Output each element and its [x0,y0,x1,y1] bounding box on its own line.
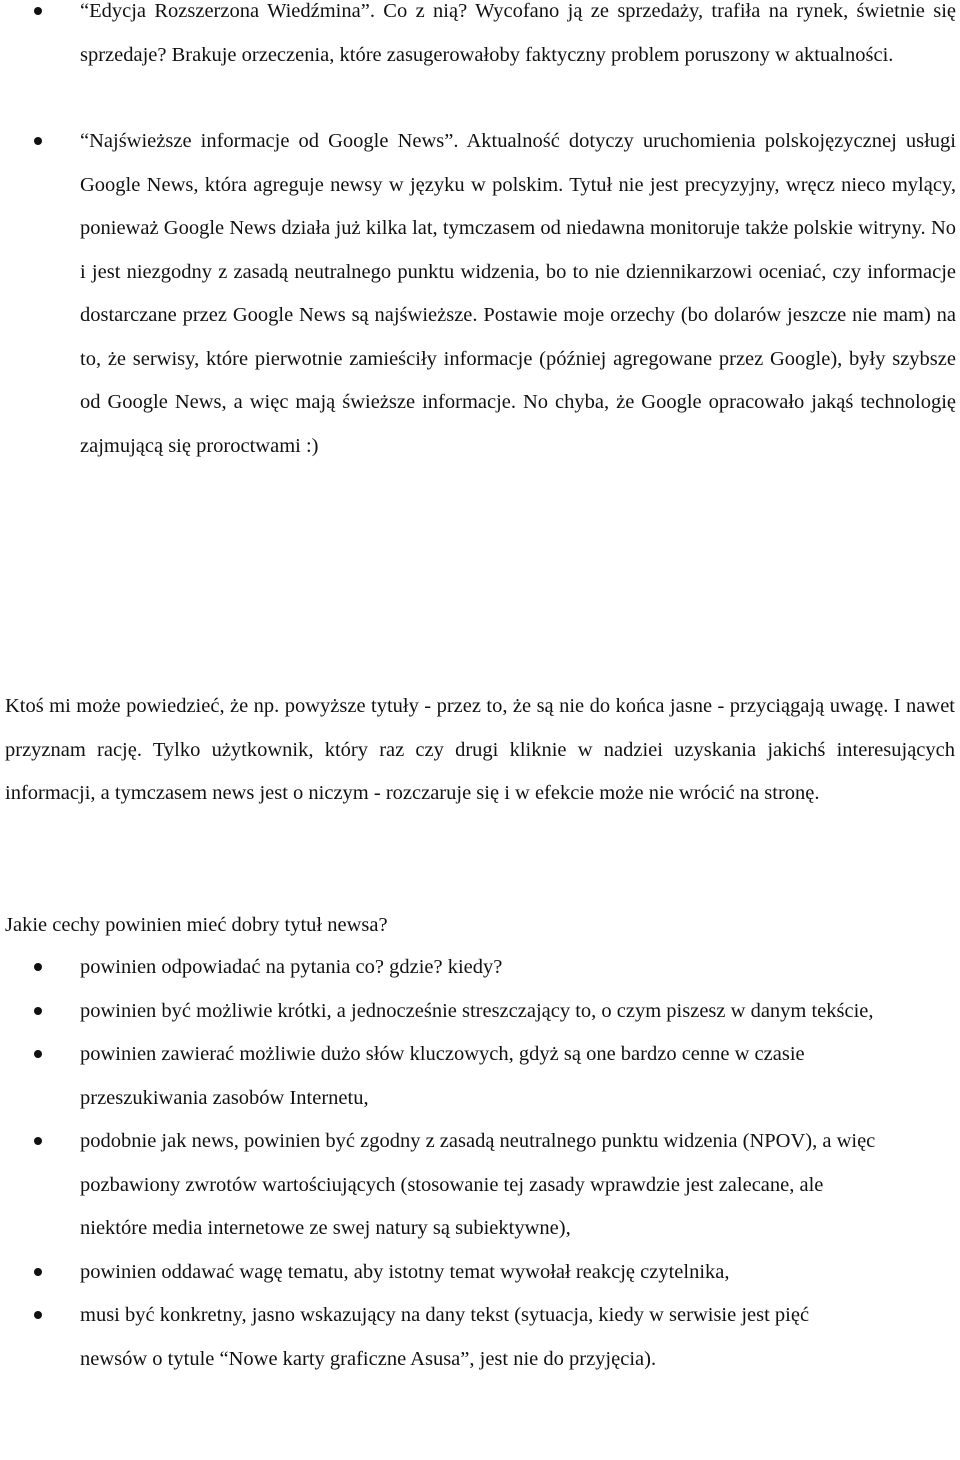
features-list [0,946,880,1381]
list-item-text: musi być konkretny, jasno wskazujący na dany tekst (sytuacja, kiedy w serwisie jest pięć newsów o tytule “Nowe karty graficzne Asusa”, jest nie do przyjęcia). [80,1304,810,1370]
list-item-text: “Edycja Rozszerzona Wiedźmina”. Co z nią? Wycofano ją ze sprzedaży, trafiła na rynek, świetnie się sprzedaje? Brakuje orzeczenia, które zasugerowałoby faktyczny problem poruszony w aktualności. [80,0,956,66]
body-paragraph: Ktoś mi może powiedzieć, że np. powyższe tytuły - przez to, że są nie do końca jasne - przyciągają uwagę. I nawet przyznam rację. Tylko użytkownik, który raz czy drugi kliknie w nadziei uzyskania jakichś interesujących informacji, a tymczasem news jest o niczym - rozczaruje się i w efekcie może nie wrócić na stronę. [5,695,955,804]
examples-list [0,0,956,468]
bullet-icon [34,1311,42,1319]
list-item [0,120,956,468]
list-item [0,1294,880,1381]
list-item [0,1120,880,1251]
list-item-text: powinien odpowiadać na pytania co? gdzie? kiedy? [80,956,503,978]
list-item [0,1251,880,1295]
list-item-text: podobnie jak news, powinien być zgodny z zasadą neutralnego punktu widzenia (NPOV), a więc pozbawiony zwrotów wartościujących (stosowanie tej zasady wprawdzie jest zalecane, ale niektóre media internetowe ze swej natury są subiektywne), [80,1130,876,1239]
section-heading: Jakie cechy powinien mieć dobry tytuł newsa? [5,914,388,936]
list-item [0,990,880,1034]
list-item [0,946,880,990]
bullet-icon [34,1137,42,1145]
bullet-icon [34,137,42,145]
list-item [0,1033,880,1120]
list-item-text: powinien oddawać wagę tematu, aby istotny temat wywołał reakcję czytelnika, [80,1260,730,1283]
bullet-icon [34,1268,42,1276]
list-item-text: “Najświeższe informacje od Google News”. Aktualność dotyczy uruchomienia polskojęzycznej usługi Google News, która agreguje newsy w języku w polskim. Tytuł nie jest precyzyjny, wręcz nieco mylący, ponieważ Google News działa już kilka lat, tymczasem od niedawna monitoruje także polskie witryny. No i jest niezgodny z zasadą neutralnego punktu widzenia, bo to nie dziennikarzowi oceniać, czy informacje dostarczane przez Google News są najświeższe. Postawie moje orzechy (bo dolarów jeszcze nie mam) na to, że serwisy, które pierwotnie zamieściły informacje (później agregowane przez Google), były szybsze od Google News, a więc mają świeższe informacje. No chyba, że Google opracowało jakąś technologię zajmującą się proroctwami :) [80,130,956,457]
bullet-icon [34,1007,42,1015]
bullet-icon [34,963,42,971]
list-item-text: powinien zawierać możliwie dużo słów kluczowych, gdyż są one bardzo cenne w czasie przeszukiwania zasobów Internetu, [80,1043,805,1109]
list-item-text: powinien być możliwie krótki, a jednocześnie streszczający to, o czym piszesz w danym tekście, [80,999,874,1022]
bullet-icon [34,1050,42,1058]
list-item [0,0,956,77]
bullet-icon [34,7,42,15]
